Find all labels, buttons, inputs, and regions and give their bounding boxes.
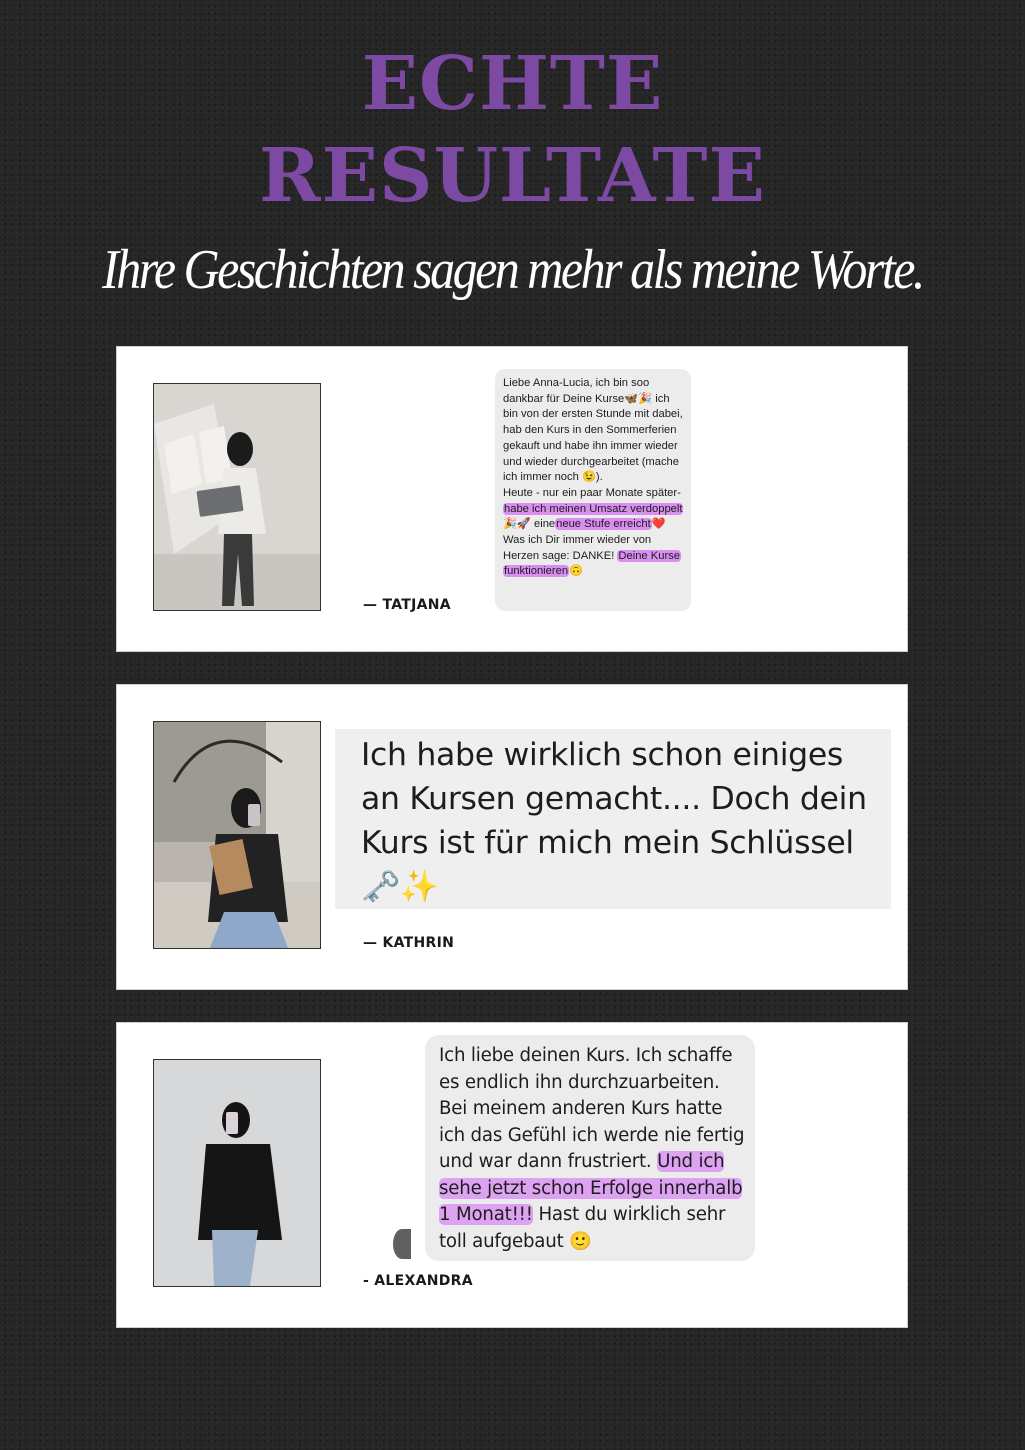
highlight: neue Stufe erreicht	[556, 518, 651, 531]
title-line-1: ECHTE	[361, 41, 664, 127]
page-subtitle: Ihre Geschichten sagen mehr als meine Worte.	[102, 237, 923, 301]
avatar	[393, 1229, 411, 1259]
title-line-2: RESULTATE	[259, 133, 766, 219]
testimonial-card-tatjana	[116, 346, 908, 652]
chat-message-bubble: Ich liebe deinen Kurs. Ich schaffe es endlich ihn durchzuarbeiten. Bei meinem anderen Kurs hatte ich das Gefühl ich werde nie fertig und war dann frustriert. Und ich sehe jetzt schon Erfolge innerhalb 1 Monat!!! Hast du wirklich sehr toll aufgebaut 🙂	[425, 1035, 755, 1261]
chat-message-bubble: Liebe Anna-Lucia, ich bin soo dankbar für Deine Kurse🦋🎉 ich bin von der ersten Stunde mit dabei, hab den Kurs in den Sommerferien gekauft und habe ihn immer wieder und wieder durchgearbeitet (mache ich immer noch 😉). Heute - nur ein paar Monate später- habe ich meinen Umsatz verdoppelt🎉🚀 eineneue Stufe erreicht❤️ Was ich Dir immer wieder von Herzen sage: DANKE! Deine Kurse funktionieren🙃	[495, 369, 691, 611]
testimonial-author: — TATJANA	[363, 597, 451, 613]
woman-selfie-photo	[154, 722, 320, 948]
testimonial-photo	[153, 721, 321, 949]
testimonial-card-kathrin	[116, 684, 908, 990]
testimonial-author: - ALEXANDRA	[363, 1273, 473, 1289]
key-sparkles-emoji: 🗝️✨	[361, 869, 439, 905]
chat-message-bubble: Ich habe wirklich schon einiges an Kursen gemacht.... Doch dein Kurs ist für mich mein Schlüssel 🗝️✨	[335, 729, 891, 909]
smile-emoji: 🙂	[569, 1230, 592, 1252]
testimonial-card-alexandra	[116, 1022, 908, 1328]
testimonial-author: — KATHRIN	[363, 935, 455, 951]
testimonial-photo	[153, 383, 321, 611]
page-title	[0, 38, 1025, 222]
highlight: Und ich sehe jetzt schon Erfolge innerhalb 1 Monat!!!	[439, 1151, 743, 1225]
woman-with-laptop-photo	[154, 384, 320, 610]
woman-mirror-selfie-photo	[154, 1060, 320, 1286]
highlight: Deine Kurse funktionieren	[504, 549, 680, 578]
highlight: habe ich meinen Umsatz verdoppelt	[504, 502, 683, 515]
testimonial-photo	[153, 1059, 321, 1287]
